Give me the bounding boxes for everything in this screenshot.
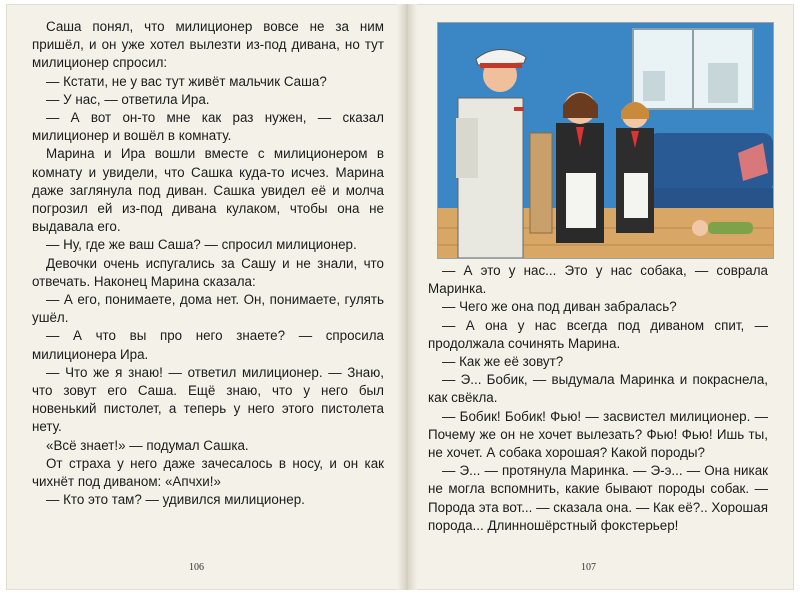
paragraph: Саша понял, что милиционер вовсе не за ним пришёл, и он уже хотел вылезти из-под дивана, но тут милиционер спросил: <box>32 19 384 71</box>
paragraph: — Что же я знаю! — ответил милиционер. — Знаю, что зовут его Саша. Ещё знаю, что у него был новенький пистолет, а теперь у него этого пистолета нету. <box>32 364 384 435</box>
paragraph: — Чего же она под диван забралась? <box>442 299 677 315</box>
page-number-right: 107 <box>581 562 596 573</box>
paragraph: Марина и Ира вошли вместе с милиционером в комнату и увидели, что Сашка куда-то исчез. Марина даже заглянула под диван. Сашка увидел её и молча погрозил ей из-под дивана кулаком, чтобы она не выдавала его. <box>32 146 384 235</box>
illustration-drawing <box>438 23 773 258</box>
paragraph: — А его, понимаете, дома нет. Он, понимаете, гулять ушёл. <box>32 292 384 326</box>
paragraph: — У нас, — ответила Ира. <box>46 91 210 107</box>
paragraph: «Всё знает!» — подумал Сашка. <box>46 437 249 453</box>
paragraph: — Ну, где же ваш Саша? — спросил милиционер. <box>46 237 357 253</box>
left-page-text <box>32 18 384 509</box>
paragraph: — Как же её зовут? <box>442 354 564 370</box>
illustration-boy <box>692 220 708 236</box>
paragraph: От страха у него даже зачесалось в носу, и он как чихнёт под диваном: «Апчхи!» <box>32 455 384 490</box>
paragraph: — А она у нас всегда под диваном спит, — продолжала сочинять Марина. <box>428 317 768 351</box>
paragraph: — Э... — протянула Маринка. — Э-э... — Она никак не могла вспомнить, какие бывают породы собак. — Порода эта вот... — сказала она. — Как её?.. Хорошая порода... Длинношёрстный фокстерьер! <box>428 463 768 533</box>
book-gutter <box>397 4 417 590</box>
paragraph: Девочки очень испугались за Сашу и не знали, что отвечать. Наконец Марина сказала: <box>32 255 384 289</box>
story-illustration <box>437 22 774 259</box>
paragraph: — Кстати, не у вас тут живёт мальчик Саша? <box>46 73 327 89</box>
right-page-text <box>428 262 768 535</box>
paragraph: — Э... Бобик, — выдумала Маринка и покраснела, как свёкла. <box>428 372 768 406</box>
page-number-left: 106 <box>189 562 204 573</box>
paragraph: — А вот он-то мне как раз нужен, — сказал милиционер и вошёл в комнату. <box>32 110 384 144</box>
paragraph: — А что вы про него знаете? — спросила милиционера Ира. <box>32 328 384 362</box>
paragraph: — Бобик! Бобик! Фью! — засвистел милиционер. — Почему же он не хочет вылезать? Фью! Фью! Ишь ты, не хочет. А собака хорошая? Какой породы? <box>428 408 768 461</box>
paragraph: — Кто это там? — удивился милиционер. <box>46 492 305 508</box>
paragraph: — А это у нас... Это у нас собака, — соврала Маринка. <box>428 263 768 297</box>
